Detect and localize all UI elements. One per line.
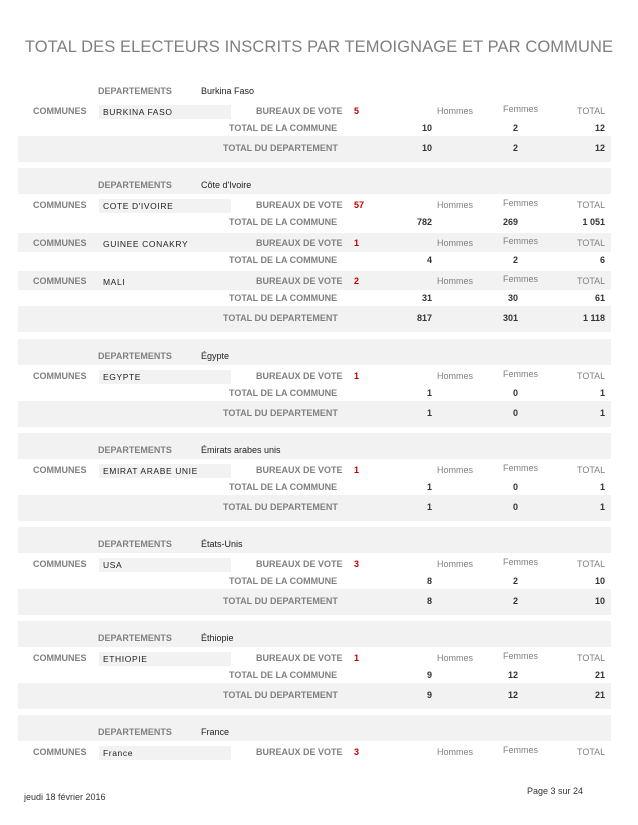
commune-femmes-value: 0 (512, 388, 518, 398)
department-name: Émirats arabes unis (201, 445, 281, 455)
total-header: TOTAL (577, 106, 606, 116)
femmes-header: Femmes (503, 104, 539, 114)
commune-hommes-value: 4 (426, 255, 432, 265)
communes-label: COMMUNES (33, 200, 87, 210)
hommes-header: Hommes (437, 238, 474, 248)
department-name: Égypte (201, 351, 230, 361)
departement-total-value: 1 118 (582, 313, 605, 323)
hommes-header: Hommes (437, 559, 474, 569)
bureaux-count: 1 (354, 653, 360, 663)
commune-name: COTE D'IVOIRE (99, 199, 231, 213)
department-name: Côte d'Ivoire (201, 180, 252, 190)
total-header: TOTAL (577, 238, 606, 248)
commune-femmes-value: 0 (512, 482, 518, 492)
hommes-header: Hommes (437, 200, 474, 210)
hommes-header: Hommes (437, 106, 474, 116)
bureaux-count: 1 (354, 238, 360, 248)
bureaux-label: BUREAUX DE VOTE (256, 559, 343, 569)
page-title: TOTAL DES ELECTEURS INSCRITS PAR TEMOIGNAGE ET PAR COMMUNE (24, 38, 614, 56)
departement-hommes-value: 1 (426, 502, 432, 512)
commune-name: EMIRAT ARABE UNIE (99, 464, 231, 478)
commune-hommes-value: 31 (421, 293, 432, 303)
departement-femmes-value: 301 (502, 313, 518, 323)
departements-label: DEPARTEMENTS (98, 539, 172, 549)
communes-label: COMMUNES (33, 371, 87, 381)
hommes-header: Hommes (437, 747, 474, 757)
commune-total-value: 1 (599, 482, 605, 492)
femmes-header: Femmes (503, 557, 539, 567)
departement-total-value: 10 (594, 596, 605, 606)
departements-label: DEPARTEMENTS (98, 86, 172, 96)
hommes-header: Hommes (437, 465, 474, 475)
departement-hommes-value: 9 (426, 690, 432, 700)
commune-femmes-value: 2 (512, 576, 518, 586)
commune-hommes-value: 1 (426, 388, 432, 398)
bureaux-count: 1 (354, 465, 360, 475)
bureaux-label: BUREAUX DE VOTE (256, 238, 343, 248)
total-header: TOTAL (577, 200, 606, 210)
commune-total-value: 21 (594, 670, 605, 680)
total-header: TOTAL (577, 465, 606, 475)
total-commune-label: TOTAL DE LA COMMUNE (229, 388, 338, 398)
commune-femmes-value: 12 (507, 670, 518, 680)
total-departement-label: TOTAL DU DEPARTEMENT (223, 143, 338, 153)
femmes-header: Femmes (503, 745, 539, 755)
bureaux-count: 1 (354, 371, 360, 381)
department-name: France (201, 727, 230, 737)
total-commune-label: TOTAL DE LA COMMUNE (229, 255, 338, 265)
total-header: TOTAL (577, 653, 606, 663)
commune-femmes-value: 2 (512, 123, 518, 133)
department-name: États-Unis (201, 539, 243, 549)
total-header: TOTAL (577, 747, 606, 757)
departement-femmes-value: 0 (512, 502, 518, 512)
departement-femmes-value: 2 (512, 596, 518, 606)
departements-label: DEPARTEMENTS (98, 727, 172, 737)
footer-date: jeudi 18 février 2016 (24, 792, 106, 802)
departement-femmes-value: 2 (512, 143, 518, 153)
departement-femmes-value: 0 (512, 408, 518, 418)
commune-hommes-value: 9 (426, 670, 432, 680)
departement-total-value: 1 (599, 408, 605, 418)
communes-label: COMMUNES (33, 238, 87, 248)
communes-label: COMMUNES (33, 276, 87, 286)
bureaux-label: BUREAUX DE VOTE (256, 106, 343, 116)
total-commune-label: TOTAL DE LA COMMUNE (229, 670, 338, 680)
femmes-header: Femmes (503, 463, 539, 473)
departement-femmes-value: 12 (507, 690, 518, 700)
departement-hommes-value: 10 (421, 143, 432, 153)
commune-name: GUINEE CONAKRY (99, 237, 231, 251)
departements-label: DEPARTEMENTS (98, 633, 172, 643)
communes-label: COMMUNES (33, 465, 87, 475)
total-departement-label: TOTAL DU DEPARTEMENT (223, 596, 338, 606)
departement-total-value: 12 (594, 143, 605, 153)
departement-total-value: 1 (599, 502, 605, 512)
total-header: TOTAL (577, 276, 606, 286)
communes-label: COMMUNES (33, 559, 87, 569)
departement-hommes-value: 817 (416, 313, 432, 323)
commune-femmes-value: 30 (507, 293, 518, 303)
bureaux-label: BUREAUX DE VOTE (256, 371, 343, 381)
commune-total-value: 61 (594, 293, 605, 303)
departement-total-value: 21 (594, 690, 605, 700)
femmes-header: Femmes (503, 198, 539, 208)
communes-label: COMMUNES (33, 747, 87, 757)
commune-hommes-value: 8 (426, 576, 432, 586)
total-commune-label: TOTAL DE LA COMMUNE (229, 293, 338, 303)
departement-hommes-value: 1 (426, 408, 432, 418)
departement-hommes-value: 8 (426, 596, 432, 606)
total-departement-label: TOTAL DU DEPARTEMENT (223, 502, 338, 512)
communes-label: COMMUNES (33, 106, 87, 116)
bureaux-label: BUREAUX DE VOTE (256, 200, 343, 210)
hommes-header: Hommes (437, 653, 474, 663)
commune-name: USA (99, 558, 231, 572)
departements-label: DEPARTEMENTS (98, 445, 172, 455)
bureaux-count: 3 (354, 559, 360, 569)
hommes-header: Hommes (437, 371, 474, 381)
bureaux-label: BUREAUX DE VOTE (256, 276, 343, 286)
femmes-header: Femmes (503, 369, 539, 379)
footer-page-number: Page 3 sur 24 (527, 786, 584, 796)
bureaux-count: 3 (354, 747, 360, 757)
department-name: Éthiopie (201, 633, 234, 643)
commune-femmes-value: 2 (512, 255, 518, 265)
commune-name: France (99, 746, 231, 760)
total-departement-label: TOTAL DU DEPARTEMENT (223, 408, 338, 418)
hommes-header: Hommes (437, 276, 474, 286)
commune-total-value: 1 (599, 388, 605, 398)
total-commune-label: TOTAL DE LA COMMUNE (229, 482, 338, 492)
commune-name: MALI (99, 275, 231, 289)
commune-name: ETHIOPIE (99, 652, 231, 666)
commune-femmes-value: 269 (502, 217, 518, 227)
commune-hommes-value: 10 (421, 123, 432, 133)
bureaux-label: BUREAUX DE VOTE (256, 465, 343, 475)
department-name: Burkina Faso (201, 86, 255, 96)
commune-hommes-value: 782 (416, 217, 432, 227)
bureaux-count: 57 (354, 200, 365, 210)
departements-label: DEPARTEMENTS (98, 180, 172, 190)
commune-name: EGYPTE (99, 370, 231, 384)
bureaux-label: BUREAUX DE VOTE (256, 653, 343, 663)
commune-total-value: 6 (599, 255, 605, 265)
total-commune-label: TOTAL DE LA COMMUNE (229, 217, 338, 227)
commune-total-value: 10 (594, 576, 605, 586)
bureaux-count: 2 (354, 276, 360, 286)
commune-total-value: 1 051 (582, 217, 605, 227)
commune-total-value: 12 (594, 123, 605, 133)
total-commune-label: TOTAL DE LA COMMUNE (229, 123, 338, 133)
total-commune-label: TOTAL DE LA COMMUNE (229, 576, 338, 586)
departements-label: DEPARTEMENTS (98, 351, 172, 361)
bureaux-count: 5 (354, 106, 360, 116)
bureaux-label: BUREAUX DE VOTE (256, 747, 343, 757)
total-departement-label: TOTAL DU DEPARTEMENT (223, 690, 338, 700)
total-header: TOTAL (577, 559, 606, 569)
femmes-header: Femmes (503, 236, 539, 246)
femmes-header: Femmes (503, 274, 539, 284)
total-departement-label: TOTAL DU DEPARTEMENT (223, 313, 338, 323)
commune-hommes-value: 1 (426, 482, 432, 492)
commune-name: BURKINA FASO (99, 105, 231, 119)
total-header: TOTAL (577, 371, 606, 381)
communes-label: COMMUNES (33, 653, 87, 663)
femmes-header: Femmes (503, 651, 539, 661)
